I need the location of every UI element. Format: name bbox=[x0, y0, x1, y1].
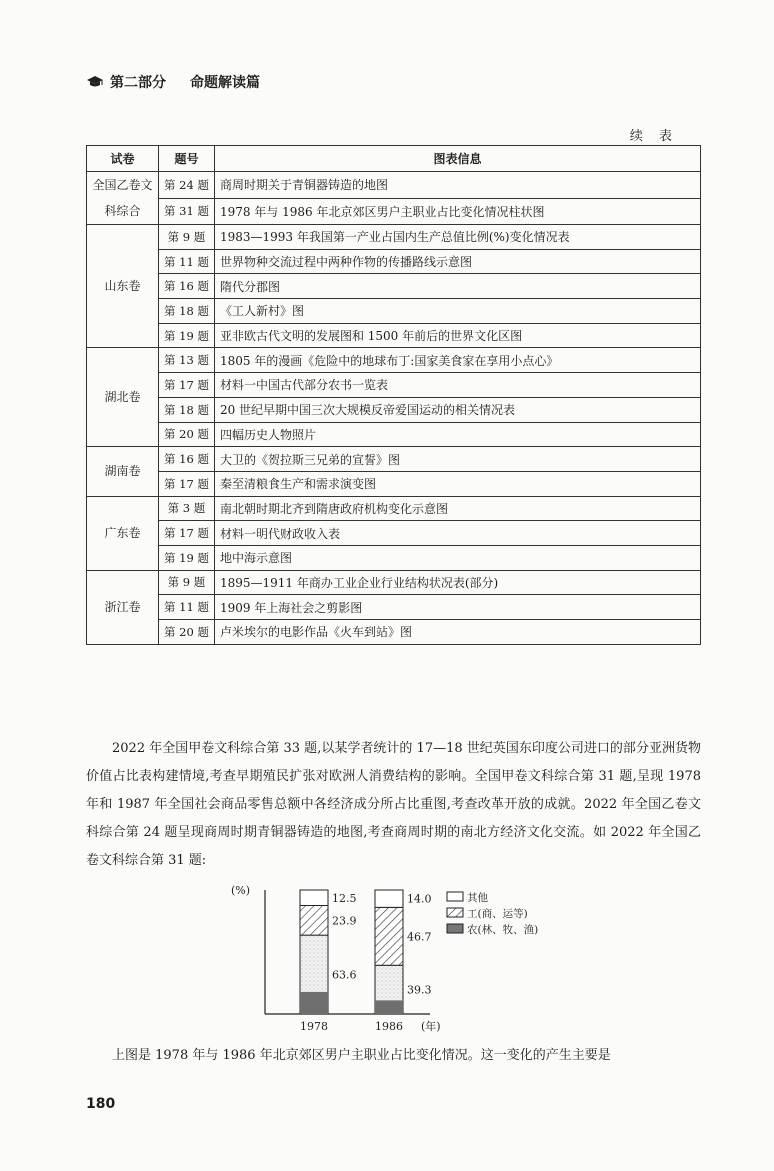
chart-info-cell: 材料一中国古代部分农书一览表 bbox=[214, 373, 700, 398]
exam-name-cell: 湖南卷 bbox=[87, 447, 159, 496]
question-number-cell: 第 13 题 bbox=[159, 348, 215, 373]
question-number-cell: 第 20 题 bbox=[159, 620, 215, 645]
bar-segment bbox=[375, 890, 403, 907]
tail-text: 上图是 1978 年与 1986 年北京郊区男户主职业占比变化情况。这一变化的产生主要是 bbox=[112, 1048, 611, 1063]
exam-name-cell: 浙江卷 bbox=[87, 570, 159, 644]
table-row bbox=[87, 595, 701, 620]
table-row bbox=[87, 172, 701, 199]
continued-label: 续 表 bbox=[629, 129, 678, 144]
x-tick-label: 1986 bbox=[375, 1020, 403, 1033]
col-header-info: 图表信息 bbox=[214, 146, 700, 172]
table-row bbox=[87, 570, 701, 595]
chart-info-cell: 隋代分郡图 bbox=[214, 274, 700, 299]
bar-segment-shade bbox=[300, 992, 328, 1014]
bar-segment-shade bbox=[375, 1000, 403, 1014]
question-number-cell: 第 17 题 bbox=[159, 373, 215, 398]
exam-name-cell: 湖北卷 bbox=[87, 348, 159, 447]
chart-info-cell: 《工人新村》图 bbox=[214, 299, 700, 324]
table-row bbox=[87, 447, 701, 472]
question-number-cell: 第 31 题 bbox=[159, 198, 215, 225]
header-section: 命题解读篇 bbox=[190, 75, 260, 91]
question-number-cell: 第 18 题 bbox=[159, 299, 215, 324]
exam-chart-table bbox=[86, 145, 701, 645]
running-header bbox=[86, 72, 260, 92]
chart-info-cell: 1805 年的漫画《危险中的地球布丁:国家美食家在享用小点心》 bbox=[214, 348, 700, 373]
table-row bbox=[87, 323, 701, 348]
question-number-cell: 第 9 题 bbox=[159, 225, 215, 250]
legend-swatch bbox=[447, 924, 463, 933]
y-axis-label: (%) bbox=[231, 884, 251, 897]
legend-swatch bbox=[447, 892, 463, 901]
body-paragraph bbox=[86, 735, 701, 875]
question-number-cell: 第 20 题 bbox=[159, 422, 215, 447]
chart-info-cell: 南北朝时期北齐到隋唐政府机构变化示意图 bbox=[214, 496, 700, 521]
chart-info-cell: 1895—1911 年商办工业企业行业结构状况表(部分) bbox=[214, 570, 700, 595]
bar-segment bbox=[300, 906, 328, 936]
table-row bbox=[87, 274, 701, 299]
exam-name-cell: 广东卷 bbox=[87, 496, 159, 570]
data-label: 63.6 bbox=[332, 968, 357, 982]
data-label: 14.0 bbox=[407, 892, 432, 906]
question-number-cell: 第 11 题 bbox=[159, 249, 215, 274]
chart-info-cell: 1909 年上海社会之剪影图 bbox=[214, 595, 700, 620]
chart-info-cell: 1983—1993 年我国第一产业占国内生产总值比例(%)变化情况表 bbox=[214, 225, 700, 250]
table-row bbox=[87, 496, 701, 521]
chart-info-cell: 卢米埃尔的电影作品《火车到站》图 bbox=[214, 620, 700, 645]
chart-info-cell: 亚非欧古代文明的发展图和 1500 年前后的世界文化区图 bbox=[214, 323, 700, 348]
graduation-cap-icon bbox=[86, 75, 104, 89]
table-row bbox=[87, 225, 701, 250]
question-number-cell: 第 24 题 bbox=[159, 172, 215, 199]
col-header-exam: 试卷 bbox=[87, 146, 159, 172]
question-number-cell: 第 16 题 bbox=[159, 447, 215, 472]
chart-info-cell: 大卫的《贺拉斯三兄弟的宣誓》图 bbox=[214, 447, 700, 472]
chart-info-cell: 20 世纪早期中国三次大规模反帝爱国运动的相关情况表 bbox=[214, 397, 700, 422]
legend-label: 其他 bbox=[467, 892, 488, 904]
chart-info-cell: 四幅历史人物照片 bbox=[214, 422, 700, 447]
data-label: 23.9 bbox=[332, 914, 357, 928]
paragraph-text: 2022 年全国甲卷文科综合第 33 题,以某学者统计的 17—18 世纪英国东印度公司进口的部分亚洲货物价值占比表构建情境,考查早期殖民扩张对欧洲人消费结构的影响。全国甲卷文科综合第 31 题,呈现 1978 年和 1987 年全国社会商品零售总额中各经济成分所占比重图,考查改革开放的成就。2022 年全国乙卷文科综合第 24 题呈现商周时期青铜器铸造的地图,考查商周时期的南北方经济文化交流。如 2022 年全国乙卷文科综合第 31 题: bbox=[86, 741, 701, 868]
chart-info-cell: 秦至清粮食生产和需求演变图 bbox=[214, 471, 700, 496]
question-number-cell: 第 19 题 bbox=[159, 545, 215, 570]
table-row bbox=[87, 348, 701, 373]
question-number-cell: 第 17 题 bbox=[159, 521, 215, 546]
question-number-cell: 第 3 题 bbox=[159, 496, 215, 521]
table-header-row bbox=[87, 146, 701, 172]
legend-label: 工(商、运等) bbox=[467, 908, 528, 920]
data-label: 46.7 bbox=[407, 930, 432, 944]
table-row bbox=[87, 471, 701, 496]
table-row bbox=[87, 422, 701, 447]
page-number: 180 bbox=[86, 1096, 116, 1112]
stacked-bar-chart bbox=[225, 884, 539, 1034]
chart-info-cell: 材料一明代财政收入表 bbox=[214, 521, 700, 546]
question-number-cell: 第 17 题 bbox=[159, 471, 215, 496]
chart-info-cell: 世界物种交流过程中两种作物的传播路线示意图 bbox=[214, 249, 700, 274]
chart-info-cell: 商周时期关于青铜器铸造的地图 bbox=[214, 172, 700, 199]
table-row bbox=[87, 198, 701, 225]
legend-label: 农(林、牧、渔) bbox=[467, 924, 539, 936]
table-row bbox=[87, 249, 701, 274]
table-row bbox=[87, 373, 701, 398]
exam-name-cell: 全国乙卷文科综合 bbox=[87, 172, 159, 225]
chart-info-cell: 1978 年与 1986 年北京郊区男户主职业占比变化情况柱状图 bbox=[214, 198, 700, 225]
exam-name-cell: 山东卷 bbox=[87, 225, 159, 348]
question-number-cell: 第 9 题 bbox=[159, 570, 215, 595]
question-number-cell: 第 11 题 bbox=[159, 595, 215, 620]
data-label: 39.3 bbox=[407, 983, 432, 997]
data-label: 12.5 bbox=[332, 891, 357, 905]
table-row bbox=[87, 545, 701, 570]
bar-segment bbox=[375, 907, 403, 965]
bar-segment bbox=[300, 890, 328, 906]
table-row bbox=[87, 620, 701, 645]
chart-info-cell: 地中海示意图 bbox=[214, 545, 700, 570]
x-axis-label: (年) bbox=[421, 1020, 441, 1033]
legend-swatch bbox=[447, 908, 463, 917]
table-row bbox=[87, 299, 701, 324]
table-row bbox=[87, 521, 701, 546]
col-header-question: 题号 bbox=[159, 146, 215, 172]
header-part: 第二部分 bbox=[110, 75, 166, 91]
x-tick-label: 1978 bbox=[300, 1020, 328, 1033]
question-number-cell: 第 18 题 bbox=[159, 397, 215, 422]
table-row bbox=[87, 397, 701, 422]
question-number-cell: 第 16 题 bbox=[159, 274, 215, 299]
question-number-cell: 第 19 题 bbox=[159, 323, 215, 348]
